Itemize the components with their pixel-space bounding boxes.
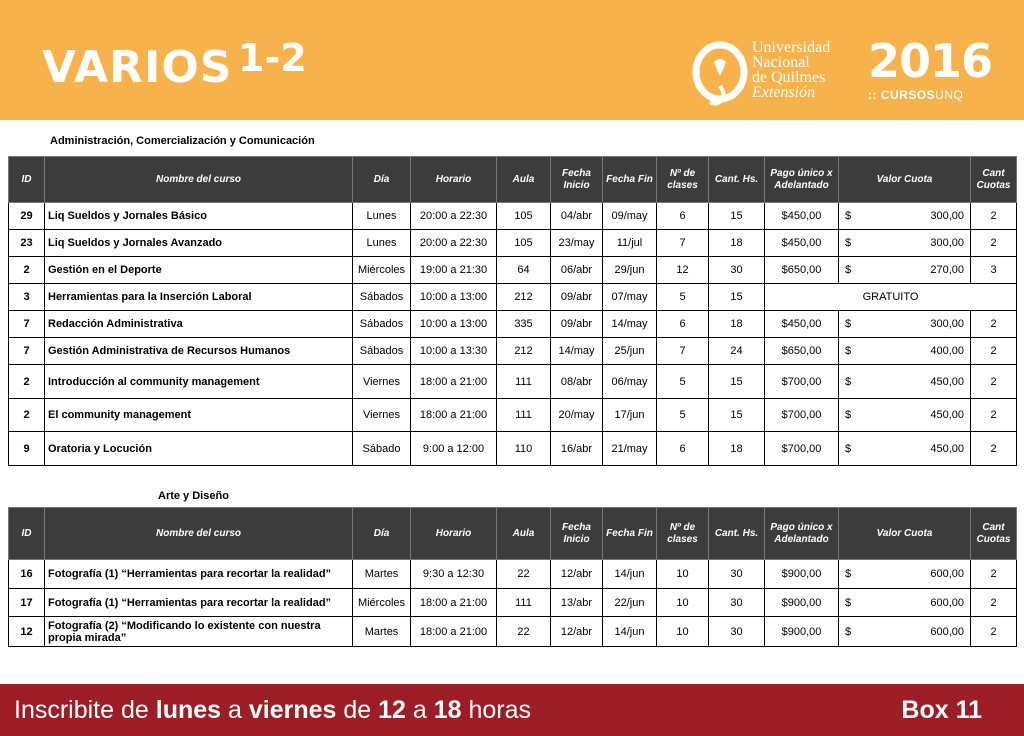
cell-name: Fotografía (1) “Herramientas para recortar la realidad” (45, 589, 353, 617)
column-header: Día (353, 508, 411, 560)
box-label: Box 11 (901, 696, 982, 724)
cell-aula: 212 (497, 284, 551, 311)
cell-hs: 18 (709, 230, 765, 257)
column-header: Fecha Fin (603, 508, 657, 560)
table-row (9, 284, 1017, 311)
cell-fin: 17/jun (603, 399, 657, 432)
section-title-administracion: Administración, Comercialización y Comunicación (50, 135, 315, 147)
currency-symbol: $ (845, 375, 852, 388)
column-header: Nº de clases (657, 157, 709, 203)
column-header: Horario (411, 508, 497, 560)
cell-id: 29 (9, 203, 45, 230)
table-row (9, 617, 1017, 647)
cell-fin: 29/jun (603, 257, 657, 284)
cell-dia: Viernes (353, 365, 411, 399)
cell-hs: 30 (709, 589, 765, 617)
cell-name: Redacción Administrativa (45, 311, 353, 338)
cell-horario: 18:00 a 21:00 (411, 399, 497, 432)
cell-fin: 21/may (603, 432, 657, 466)
cell-id: 12 (9, 617, 45, 647)
cell-fin: 06/may (603, 365, 657, 399)
cell-inicio: 09/abr (551, 311, 603, 338)
cell-clases: 10 (657, 560, 709, 589)
cell-cuotas: 2 (971, 432, 1017, 466)
cell-horario: 18:00 a 21:00 (411, 617, 497, 647)
cell-pago: $650,00 (765, 257, 839, 284)
cell-id: 2 (9, 399, 45, 432)
cell-hs: 18 (709, 311, 765, 338)
cell-name: Oratoria y Locución (45, 432, 353, 466)
cell-dia: Sábados (353, 338, 411, 365)
cuota-value: 600,00 (930, 625, 964, 638)
column-header: Aula (497, 157, 551, 203)
enrollment-message: Inscribite de lunes a viernes de 12 a 18 horas (14, 696, 532, 724)
cell-pago: $450,00 (765, 230, 839, 257)
cell-inicio: 14/may (551, 338, 603, 365)
currency-symbol: $ (845, 237, 852, 249)
cursos-unq-label: :: CURSOSUNQ (868, 88, 964, 102)
table-row (9, 432, 1017, 466)
cell-pago: $450,00 (765, 203, 839, 230)
column-header: Pago único x Adelantado (765, 157, 839, 203)
header-banner (0, 0, 1024, 120)
column-header: Fecha Inicio (551, 508, 603, 560)
cell-cuota (839, 432, 971, 466)
cell-horario: 20:00 a 22:30 (411, 203, 497, 230)
table-row (9, 399, 1017, 432)
column-header: Horario (411, 157, 497, 203)
cell-aula: 110 (497, 432, 551, 466)
cell-pago: $900,00 (765, 560, 839, 589)
cell-pago: $900,00 (765, 617, 839, 647)
cell-clases: 6 (657, 203, 709, 230)
cell-name: Gestión Administrativa de Recursos Humanos (45, 338, 353, 365)
table-row (9, 257, 1017, 284)
cell-clases: 6 (657, 432, 709, 466)
currency-symbol: $ (845, 568, 852, 580)
cell-cuotas: 2 (971, 365, 1017, 399)
cell-horario: 9:30 a 12:30 (411, 560, 497, 589)
page-title-superscript: 1-2 (238, 36, 307, 80)
table-row (9, 230, 1017, 257)
cuota-value: 450,00 (930, 442, 964, 455)
cell-cuotas: 2 (971, 338, 1017, 365)
cell-fin: 09/may (603, 203, 657, 230)
cell-cuota (839, 365, 971, 399)
cell-horario: 19:00 a 21:30 (411, 257, 497, 284)
cell-aula: 105 (497, 230, 551, 257)
cell-id: 9 (9, 432, 45, 466)
table-row (9, 365, 1017, 399)
cell-id: 7 (9, 311, 45, 338)
cell-pago: $700,00 (765, 399, 839, 432)
cell-inicio: 23/may (551, 230, 603, 257)
currency-symbol: $ (845, 596, 852, 609)
cell-name: Fotografía (2) “Modificando lo existente con nuestra propia mirada” (45, 617, 353, 647)
courses-table-administracion (8, 156, 1017, 466)
university-logo-icon (690, 40, 752, 106)
cell-dia: Miércoles (353, 589, 411, 617)
cell-clases: 10 (657, 589, 709, 617)
cell-gratuito: GRATUITO (765, 284, 1017, 311)
cell-dia: Martes (353, 560, 411, 589)
cell-cuota (839, 203, 971, 230)
cell-fin: 14/may (603, 311, 657, 338)
cuota-value: 400,00 (930, 345, 964, 357)
cell-clases: 12 (657, 257, 709, 284)
currency-symbol: $ (845, 210, 852, 222)
cuota-value: 300,00 (930, 210, 964, 222)
table-row (9, 560, 1017, 589)
cell-hs: 15 (709, 365, 765, 399)
cell-inicio: 16/abr (551, 432, 603, 466)
cell-cuotas: 2 (971, 617, 1017, 647)
cuota-value: 300,00 (930, 237, 964, 249)
cell-cuota (839, 560, 971, 589)
cell-name: El community management (45, 399, 353, 432)
cell-aula: 22 (497, 560, 551, 589)
cell-clases: 10 (657, 617, 709, 647)
column-header: Aula (497, 508, 551, 560)
cell-pago: $650,00 (765, 338, 839, 365)
cell-name: Gestión en el Deporte (45, 257, 353, 284)
cell-id: 2 (9, 257, 45, 284)
cuota-value: 270,00 (930, 264, 964, 276)
currency-symbol: $ (845, 442, 852, 455)
cell-horario: 10:00 a 13:30 (411, 338, 497, 365)
column-header: Valor Cuota (839, 508, 971, 560)
cell-pago: $700,00 (765, 365, 839, 399)
cell-pago: $900,00 (765, 589, 839, 617)
cell-hs: 15 (709, 399, 765, 432)
cell-cuotas: 2 (971, 203, 1017, 230)
cell-clases: 5 (657, 399, 709, 432)
table-row (9, 338, 1017, 365)
cell-inicio: 09/abr (551, 284, 603, 311)
cell-cuotas: 2 (971, 311, 1017, 338)
cell-fin: 14/jun (603, 560, 657, 589)
cell-cuotas: 2 (971, 399, 1017, 432)
currency-symbol: $ (845, 264, 852, 276)
cell-pago: $450,00 (765, 311, 839, 338)
cell-clases: 7 (657, 230, 709, 257)
column-header: Nº de clases (657, 508, 709, 560)
currency-symbol: $ (845, 409, 852, 421)
column-header: Cant. Hs. (709, 157, 765, 203)
column-header: Nombre del curso (45, 157, 353, 203)
cell-inicio: 20/may (551, 399, 603, 432)
currency-symbol: $ (845, 345, 852, 357)
table-row (9, 203, 1017, 230)
cell-horario: 9:00 a 12:00 (411, 432, 497, 466)
cell-hs: 30 (709, 617, 765, 647)
cuota-value: 600,00 (930, 568, 964, 580)
cell-hs: 30 (709, 257, 765, 284)
section-title-arte: Arte y Diseño (158, 490, 229, 502)
column-header: ID (9, 508, 45, 560)
cell-clases: 6 (657, 311, 709, 338)
cell-cuota (839, 617, 971, 647)
column-header: ID (9, 157, 45, 203)
column-header: Cant Cuotas (971, 157, 1017, 203)
cell-dia: Lunes (353, 203, 411, 230)
page-title: VARIOS (42, 42, 233, 93)
cell-aula: 111 (497, 399, 551, 432)
cell-horario: 10:00 a 13:00 (411, 311, 497, 338)
cell-inicio: 08/abr (551, 365, 603, 399)
cuota-value: 600,00 (930, 596, 964, 609)
column-header: Día (353, 157, 411, 203)
cell-name: Introducción al community management (45, 365, 353, 399)
cell-fin: 07/may (603, 284, 657, 311)
cuota-value: 300,00 (930, 318, 964, 330)
cell-aula: 22 (497, 617, 551, 647)
cuota-value: 450,00 (930, 409, 964, 421)
cell-cuota (839, 257, 971, 284)
cell-dia: Sábados (353, 284, 411, 311)
cell-aula: 111 (497, 589, 551, 617)
cell-cuotas: 3 (971, 257, 1017, 284)
cell-dia: Lunes (353, 230, 411, 257)
cell-inicio: 12/abr (551, 617, 603, 647)
cell-clases: 5 (657, 365, 709, 399)
cell-id: 16 (9, 560, 45, 589)
cell-horario: 20:00 a 22:30 (411, 230, 497, 257)
cell-clases: 7 (657, 338, 709, 365)
cell-id: 2 (9, 365, 45, 399)
currency-symbol: $ (845, 318, 852, 330)
courses-table-arte (8, 507, 1017, 647)
cell-id: 17 (9, 589, 45, 617)
cell-inicio: 13/abr (551, 589, 603, 617)
cell-cuotas: 2 (971, 230, 1017, 257)
cell-name: Herramientas para la Inserción Laboral (45, 284, 353, 311)
cell-horario: 18:00 a 21:00 (411, 589, 497, 617)
cell-aula: 335 (497, 311, 551, 338)
cell-id: 3 (9, 284, 45, 311)
cell-fin: 14/jun (603, 617, 657, 647)
currency-symbol: $ (845, 625, 852, 638)
cell-dia: Miércoles (353, 257, 411, 284)
column-header: Pago único x Adelantado (765, 508, 839, 560)
cell-cuotas: 2 (971, 560, 1017, 589)
cell-inicio: 06/abr (551, 257, 603, 284)
cell-cuota (839, 589, 971, 617)
cell-horario: 18:00 a 21:00 (411, 365, 497, 399)
cell-name: Liq Sueldos y Jornales Avanzado (45, 230, 353, 257)
column-header: Cant Cuotas (971, 508, 1017, 560)
cell-hs: 15 (709, 284, 765, 311)
cuota-value: 450,00 (930, 375, 964, 388)
cell-aula: 111 (497, 365, 551, 399)
column-header: Fecha Inicio (551, 157, 603, 203)
column-header: Fecha Fin (603, 157, 657, 203)
cell-hs: 24 (709, 338, 765, 365)
cell-name: Liq Sueldos y Jornales Básico (45, 203, 353, 230)
cell-aula: 105 (497, 203, 551, 230)
cell-dia: Martes (353, 617, 411, 647)
cell-fin: 22/jun (603, 589, 657, 617)
cell-clases: 5 (657, 284, 709, 311)
university-name: Universidad Nacional de Quilmes Extensión (752, 39, 831, 101)
cell-aula: 212 (497, 338, 551, 365)
cell-cuota (839, 399, 971, 432)
cell-aula: 64 (497, 257, 551, 284)
column-header: Nombre del curso (45, 508, 353, 560)
table-row (9, 589, 1017, 617)
column-header: Valor Cuota (839, 157, 971, 203)
cell-dia: Sábado (353, 432, 411, 466)
table-row (9, 311, 1017, 338)
cell-fin: 25/jun (603, 338, 657, 365)
column-header: Cant. Hs. (709, 508, 765, 560)
footer-banner (0, 684, 1024, 736)
cell-dia: Viernes (353, 399, 411, 432)
cell-pago: $700,00 (765, 432, 839, 466)
cell-horario: 10:00 a 13:00 (411, 284, 497, 311)
cell-hs: 15 (709, 203, 765, 230)
cell-inicio: 04/abr (551, 203, 603, 230)
cell-hs: 18 (709, 432, 765, 466)
cell-cuota (839, 338, 971, 365)
cell-dia: Sábados (353, 311, 411, 338)
cell-name: Fotografía (1) “Herramientas para recortar la realidad” (45, 560, 353, 589)
cell-fin: 11/jul (603, 230, 657, 257)
cell-hs: 30 (709, 560, 765, 589)
cell-id: 23 (9, 230, 45, 257)
cell-cuota (839, 311, 971, 338)
cell-cuota (839, 230, 971, 257)
cell-cuotas: 2 (971, 589, 1017, 617)
cell-inicio: 12/abr (551, 560, 603, 589)
year-label: 2016 (868, 34, 993, 88)
cell-id: 7 (9, 338, 45, 365)
